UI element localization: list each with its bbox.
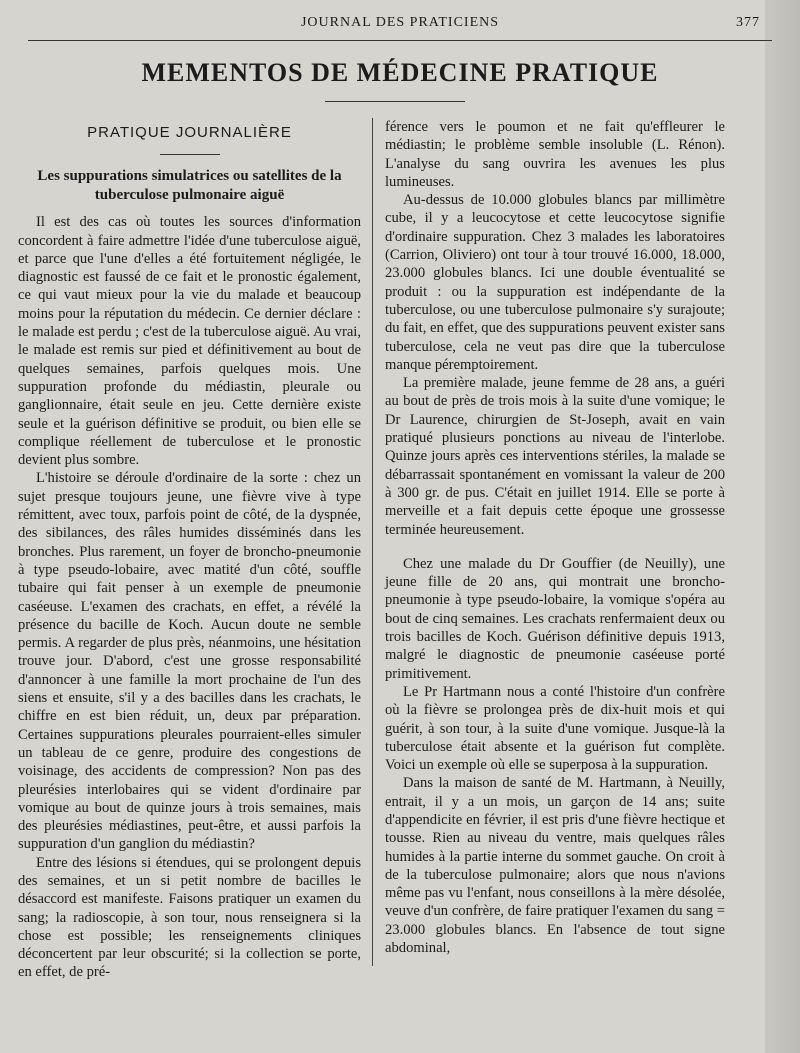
article-title: Les suppurations simulatrices ou satellites de la tuberculose pulmonaire aiguë	[37, 168, 342, 204]
paragraph: La première malade, jeune femme de 28 ans, a guéri au bout de près de trois mois à la suite d'une vomique; le Dr Laurence, chirurgien de St-Joseph, avait en vain pratiqué plusieurs ponctions au niveau de l'interlobe. Quinze jours après ces interventions stériles, la malade se débarrassait spontanément en vomissant la valeur de 200 à 300 gr. de pus. C'était en juillet 1914. Elle se porte à merveille et a fait depuis cette époque une grossesse terminée heureusement.	[385, 375, 725, 538]
page-title: MEMENTOS DE MÉDECINE PRATIQUE	[141, 58, 659, 87]
section-heading: PRATIQUE JOURNALIÈRE	[87, 124, 292, 141]
paragraph: L'histoire se déroule d'ordinaire de la sorte : chez un sujet presque toujours jeune, une fièvre vive à type rémittent, avec toux, parfois point de côté, de la dyspnée, des sibilances, des râles humides disséminés dans les bronches. Plus rarement, un foyer de broncho-pneumonie à type pseudo-lobaire, avec matité d'un côté, souffle tubaire qui fait penser à un exemple de pneumonie caséeuse. L'examen des crachats, en effet, a révélé la présence du bacille de Koch. Aucun doute ne semble permis. A regarder de plus près, néanmoins, une hésitation trouve jour. D'abord, c'est une grosse responsabilité d'annoncer à une famille la mort prochaine de l'un des siens et ensuite, s'il y a des bacilles dans les crachats, le chiffre en est bien réduit, un, deux par préparation. Certaines suppurations pleurales pourraient-elles simuler un tableau de ce genre, produire des congestions de voisinage, des accidents de compression? Non pas des pleurésies interlobaires qui se vident d'ordinaire par vomique au bout de quinze jours à trois semaines, mais des pleurésies médiastines, peut-être, et aussi parfois la suppuration d'un ganglion du médiastin?	[18, 470, 361, 853]
paragraph: Entre des lésions si étendues, qui se prolongent depuis des semaines, et un si petit nombre de bacilles le désaccord est manifeste. Faisons pratiquer un examen du sang; la radioscopie, à son tour, nous renseignera si la chose est possible; les renseignements cliniques déconcertent par leur obscurité; si la collection se porte, en effet, de pré-	[18, 854, 361, 981]
paragraph: Chez une malade du Dr Gouffier (de Neuilly), une jeune fille de 20 ans, qui montrait une broncho-pneumonie à type pseudo-lobaire, la vomique s'opéra au bout de cinq semaines. Les crachats renfermaient deux ou trois bacilles de Koch. Guérison définitive depuis 1913, malgré le diagnostic de pneumonie caséeuse porté primitivement.	[385, 555, 725, 682]
column-divider	[372, 118, 373, 966]
paragraph: Il est des cas où toutes les sources d'information concordent à faire admettre l'idée d'une tuberculose aiguë, et parce que l'une d'elles a été fortuitement négligée, le diagnostic est faussé de ce fait et le pronostic également, ce qui vaut mieux pour la vie du malade et beaucoup moins pour la réputation du médecin. Ce dernier déclare : le malade est perdu ; c'est de la tuberculose aiguë. Au vrai, le malade est remis sur pied et définitivement au bout de quelques semaines, parfois quelques mois. Une suppuration profonde du médiastin, pleurale ou ganglionnaire, était seule en jeu. Cette dernière existe seule et la guérison définitive se produit, ou bien elle se complique réellement de tuberculose et le pronostic devient plus sombre.	[18, 214, 361, 469]
right-column	[385, 118, 725, 957]
paragraph: Dans la maison de santé de M. Hartmann, à Neuilly, entrait, il y a un mois, un garçon de 14 ans; suite d'appendicite en février, il est pris d'une fièvre hectique et tousse. Rien au niveau du ventre, mais quelques râles humides à la partie interne du sommet gauche. On croit à de la tuberculose pulmonaire; alors que nous n'avions même pas vu l'enfant, nous conseillons à la mère désolée, veuve d'un confrère, de faire pratiquer l'examen du sang = 23.000 globules blancs. En l'absence de tout signe abdominal,	[385, 775, 725, 957]
left-column	[18, 118, 361, 982]
paragraph: Le Pr Hartmann nous a conté l'histoire d'un confrère où la fièvre se prolongea près de dix-huit mois et qui guérit, à son tour, à la suite d'une vomique. Jusque-là la tuberculose était absente et la guérison fut complète. Voici un exemple où elle se superposa à la suppuration.	[385, 683, 725, 774]
page-edge-shadow	[765, 0, 800, 1053]
paragraph: Au-dessus de 10.000 globules blancs par millimètre cube, il y a leucocytose et cette leucocytose signifie d'ordinaire suppuration. Chez 3 malades les laboratoires (Carrion, Oliviero) ont tour à tour trouvé 16.000, 18.000, 23.000 globules blancs. Ici une double éventualité se produit : ou la suppuration est indépendante de la tuberculose, ou une tuberculose pulmonaire s'y surajoute; du fait, en effet, que des suppurations peuvent exister sans tuberculose, cela ne veut pas dire que la tuberculose manque péremptoirement.	[385, 192, 725, 373]
paragraph: férence vers le poumon et ne fait qu'effleurer le médiastin; le problème semble insoluble (L. Rénon). L'analyse du sang ouvrira les avenues les plus lumineuses.	[385, 119, 725, 190]
title-rule	[325, 101, 465, 102]
header-rule	[28, 40, 772, 41]
running-title: JOURNAL DES PRATICIENS	[300, 15, 500, 30]
section-rule	[160, 154, 220, 155]
page-number: 377	[736, 15, 760, 30]
running-header	[30, 10, 770, 36]
